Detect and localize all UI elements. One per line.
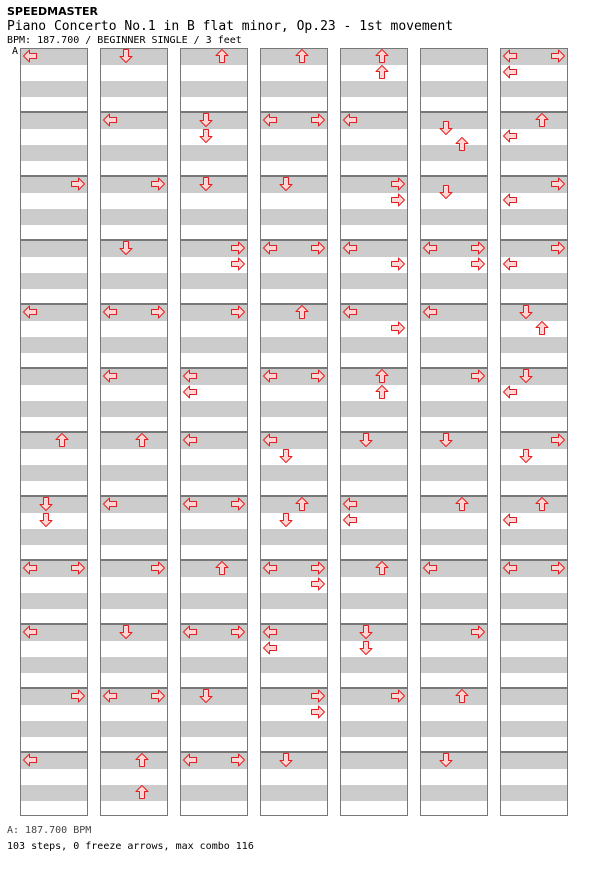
chart-column <box>100 48 168 816</box>
left-arrow-icon <box>502 512 518 528</box>
right-arrow-icon <box>470 256 486 272</box>
left-arrow-icon <box>102 368 118 384</box>
down-arrow-icon <box>438 432 454 448</box>
beat-stripe <box>421 113 487 129</box>
beat-stripe <box>261 401 327 417</box>
left-arrow-icon <box>422 304 438 320</box>
down-arrow-icon <box>278 176 294 192</box>
down-arrow-icon <box>38 496 54 512</box>
down-arrow-icon <box>278 752 294 768</box>
measure-block <box>420 176 488 240</box>
right-arrow-icon <box>150 688 166 704</box>
beat-stripe <box>21 369 87 385</box>
beat-stripe <box>341 625 407 641</box>
beat-stripe <box>21 593 87 609</box>
beat-stripe <box>341 529 407 545</box>
down-arrow-icon <box>118 48 134 64</box>
down-arrow-icon <box>438 120 454 136</box>
right-arrow-icon <box>550 176 566 192</box>
down-arrow-icon <box>278 448 294 464</box>
measure-block <box>180 688 248 752</box>
down-arrow-icon <box>38 512 54 528</box>
measure-block <box>500 624 568 688</box>
right-arrow-icon <box>390 176 406 192</box>
beat-stripe <box>181 81 247 97</box>
beat-stripe <box>501 401 567 417</box>
beat-stripe <box>21 209 87 225</box>
measure-block <box>500 304 568 368</box>
beat-stripe <box>501 625 567 641</box>
measure-block <box>500 368 568 432</box>
right-arrow-icon <box>470 368 486 384</box>
down-arrow-icon <box>518 368 534 384</box>
beat-stripe <box>501 369 567 385</box>
left-arrow-icon <box>262 640 278 656</box>
measure-block <box>340 624 408 688</box>
measure-block <box>500 688 568 752</box>
chart-stats: 103 steps, 0 freeze arrows, max combo 116 <box>7 841 254 852</box>
left-arrow-icon <box>262 112 278 128</box>
measure-block <box>500 752 568 816</box>
right-arrow-icon <box>550 560 566 576</box>
beat-stripe <box>101 209 167 225</box>
right-arrow-icon <box>310 240 326 256</box>
left-arrow-icon <box>22 752 38 768</box>
measure-block <box>20 496 88 560</box>
beat-stripe <box>101 241 167 257</box>
left-arrow-icon <box>422 560 438 576</box>
beat-stripe <box>421 593 487 609</box>
beat-stripe <box>341 209 407 225</box>
measure-block <box>340 432 408 496</box>
beat-stripe <box>261 177 327 193</box>
up-arrow-icon <box>374 368 390 384</box>
right-arrow-icon <box>310 576 326 592</box>
beat-stripe <box>501 465 567 481</box>
right-arrow-icon <box>230 240 246 256</box>
beat-stripe <box>21 657 87 673</box>
right-arrow-icon <box>390 192 406 208</box>
up-arrow-icon <box>534 112 550 128</box>
beat-stripe <box>21 337 87 353</box>
beat-stripe <box>421 273 487 289</box>
beat-stripe <box>181 337 247 353</box>
beat-stripe <box>101 49 167 65</box>
right-arrow-icon <box>230 752 246 768</box>
beat-stripe <box>21 785 87 801</box>
beat-stripe <box>341 81 407 97</box>
left-arrow-icon <box>262 240 278 256</box>
beat-stripe <box>501 593 567 609</box>
measure-block <box>420 432 488 496</box>
beat-stripe <box>421 81 487 97</box>
measure-block <box>420 752 488 816</box>
left-arrow-icon <box>262 624 278 640</box>
beat-stripe <box>261 337 327 353</box>
beat-stripe <box>101 401 167 417</box>
beat-stripe <box>261 81 327 97</box>
beat-stripe <box>501 305 567 321</box>
beat-stripe <box>341 593 407 609</box>
left-arrow-icon <box>342 512 358 528</box>
up-arrow-icon <box>454 496 470 512</box>
beat-stripe <box>181 145 247 161</box>
left-arrow-icon <box>422 240 438 256</box>
beat-stripe <box>101 625 167 641</box>
up-arrow-icon <box>294 304 310 320</box>
beat-stripe <box>341 785 407 801</box>
measure-block <box>180 112 248 176</box>
beat-stripe <box>181 465 247 481</box>
beat-stripe <box>341 145 407 161</box>
beat-stripe <box>421 177 487 193</box>
left-arrow-icon <box>342 112 358 128</box>
right-arrow-icon <box>70 176 86 192</box>
measure-block <box>100 48 168 112</box>
up-arrow-icon <box>134 752 150 768</box>
chart-column <box>500 48 568 816</box>
measure-block <box>20 368 88 432</box>
up-arrow-icon <box>374 48 390 64</box>
left-arrow-icon <box>102 304 118 320</box>
left-arrow-icon <box>502 256 518 272</box>
down-arrow-icon <box>198 112 214 128</box>
beat-stripe <box>501 785 567 801</box>
beat-stripe <box>181 177 247 193</box>
beat-stripe <box>341 273 407 289</box>
beat-stripe <box>501 753 567 769</box>
right-arrow-icon <box>230 496 246 512</box>
down-arrow-icon <box>438 752 454 768</box>
right-arrow-icon <box>310 560 326 576</box>
beat-stripe <box>341 753 407 769</box>
left-arrow-icon <box>182 368 198 384</box>
beat-stripe <box>261 145 327 161</box>
right-arrow-icon <box>550 432 566 448</box>
left-arrow-icon <box>342 304 358 320</box>
beat-stripe <box>181 785 247 801</box>
beat-stripe <box>421 209 487 225</box>
beat-stripe <box>421 529 487 545</box>
beat-stripe <box>421 465 487 481</box>
beat-stripe <box>261 209 327 225</box>
beat-stripe <box>181 401 247 417</box>
beat-stripe <box>101 81 167 97</box>
right-arrow-icon <box>70 688 86 704</box>
beat-stripe <box>501 529 567 545</box>
left-arrow-icon <box>182 432 198 448</box>
down-arrow-icon <box>198 128 214 144</box>
right-arrow-icon <box>390 256 406 272</box>
chart-column <box>260 48 328 816</box>
left-arrow-icon <box>22 304 38 320</box>
chart-info: BPM: 187.700 / BEGINNER SINGLE / 3 feet <box>7 35 242 46</box>
right-arrow-icon <box>230 624 246 640</box>
beat-stripe <box>421 657 487 673</box>
beat-stripe <box>421 753 487 769</box>
measure-block <box>340 752 408 816</box>
right-arrow-icon <box>470 624 486 640</box>
right-arrow-icon <box>390 688 406 704</box>
beat-stripe <box>341 433 407 449</box>
left-arrow-icon <box>22 624 38 640</box>
beat-stripe <box>501 721 567 737</box>
beat-stripe <box>261 721 327 737</box>
left-arrow-icon <box>22 560 38 576</box>
beat-stripe <box>101 657 167 673</box>
beat-stripe <box>501 689 567 705</box>
left-arrow-icon <box>182 752 198 768</box>
right-arrow-icon <box>230 256 246 272</box>
left-arrow-icon <box>502 64 518 80</box>
beat-stripe <box>261 273 327 289</box>
beat-stripe <box>501 337 567 353</box>
beat-stripe <box>101 145 167 161</box>
beat-stripe <box>341 657 407 673</box>
beat-stripe <box>181 593 247 609</box>
beat-stripe <box>181 113 247 129</box>
beat-stripe <box>501 273 567 289</box>
beat-stripe <box>341 401 407 417</box>
measure-block <box>260 176 328 240</box>
beat-stripe <box>21 241 87 257</box>
down-arrow-icon <box>518 304 534 320</box>
left-arrow-icon <box>342 496 358 512</box>
left-arrow-icon <box>102 496 118 512</box>
left-arrow-icon <box>182 384 198 400</box>
chart-column <box>420 48 488 816</box>
song-title: Piano Concerto No.1 in B flat minor, Op.23 - 1st movement <box>7 19 454 34</box>
left-arrow-icon <box>502 192 518 208</box>
down-arrow-icon <box>198 688 214 704</box>
bpm-marker-label: A <box>12 46 19 57</box>
beat-stripe <box>181 273 247 289</box>
beat-stripe <box>21 465 87 481</box>
chart-column <box>180 48 248 816</box>
beat-stripe <box>261 785 327 801</box>
up-arrow-icon <box>374 384 390 400</box>
beat-stripe <box>101 337 167 353</box>
beat-stripe <box>21 529 87 545</box>
right-arrow-icon <box>150 560 166 576</box>
right-arrow-icon <box>70 560 86 576</box>
measure-block <box>100 240 168 304</box>
right-arrow-icon <box>550 48 566 64</box>
brand-logo-text: SPEEDMASTER <box>7 5 99 18</box>
beat-stripe <box>101 721 167 737</box>
beat-stripe <box>421 401 487 417</box>
beat-stripe <box>21 145 87 161</box>
beat-stripe <box>421 337 487 353</box>
down-arrow-icon <box>118 624 134 640</box>
beat-stripe <box>261 657 327 673</box>
beat-stripe <box>501 145 567 161</box>
left-arrow-icon <box>102 112 118 128</box>
up-arrow-icon <box>134 784 150 800</box>
beat-stripe <box>341 465 407 481</box>
left-arrow-icon <box>182 624 198 640</box>
left-arrow-icon <box>262 432 278 448</box>
left-arrow-icon <box>262 368 278 384</box>
right-arrow-icon <box>470 240 486 256</box>
beat-stripe <box>421 49 487 65</box>
up-arrow-icon <box>374 560 390 576</box>
beat-stripe <box>261 465 327 481</box>
beat-stripe <box>181 721 247 737</box>
beat-stripe <box>101 273 167 289</box>
beat-stripe <box>421 785 487 801</box>
measure-block <box>100 624 168 688</box>
down-arrow-icon <box>358 624 374 640</box>
up-arrow-icon <box>134 432 150 448</box>
up-arrow-icon <box>374 64 390 80</box>
up-arrow-icon <box>214 48 230 64</box>
left-arrow-icon <box>102 688 118 704</box>
beat-stripe <box>501 209 567 225</box>
measure-block <box>20 112 88 176</box>
up-arrow-icon <box>294 48 310 64</box>
measure-block <box>20 240 88 304</box>
down-arrow-icon <box>358 432 374 448</box>
right-arrow-icon <box>230 304 246 320</box>
right-arrow-icon <box>310 688 326 704</box>
beat-stripe <box>181 689 247 705</box>
left-arrow-icon <box>502 48 518 64</box>
left-arrow-icon <box>502 128 518 144</box>
beat-stripe <box>101 593 167 609</box>
beat-stripe <box>21 113 87 129</box>
up-arrow-icon <box>54 432 70 448</box>
beat-stripe <box>341 721 407 737</box>
up-arrow-icon <box>454 136 470 152</box>
beat-stripe <box>181 209 247 225</box>
measure-block <box>420 48 488 112</box>
beat-stripe <box>341 337 407 353</box>
down-arrow-icon <box>278 512 294 528</box>
beat-stripe <box>181 657 247 673</box>
beat-stripe <box>181 529 247 545</box>
left-arrow-icon <box>262 560 278 576</box>
right-arrow-icon <box>310 368 326 384</box>
beat-stripe <box>261 753 327 769</box>
left-arrow-icon <box>182 496 198 512</box>
bpm-legend: A: 187.700 BPM <box>7 825 92 836</box>
down-arrow-icon <box>198 176 214 192</box>
chart-column <box>340 48 408 816</box>
right-arrow-icon <box>390 320 406 336</box>
beat-stripe <box>101 529 167 545</box>
beat-stripe <box>261 593 327 609</box>
up-arrow-icon <box>534 496 550 512</box>
beat-stripe <box>21 401 87 417</box>
down-arrow-icon <box>438 184 454 200</box>
left-arrow-icon <box>502 560 518 576</box>
left-arrow-icon <box>342 240 358 256</box>
measure-block <box>260 752 328 816</box>
left-arrow-icon <box>502 384 518 400</box>
down-arrow-icon <box>358 640 374 656</box>
beat-stripe <box>261 529 327 545</box>
beat-stripe <box>21 497 87 513</box>
up-arrow-icon <box>294 496 310 512</box>
beat-stripe <box>501 657 567 673</box>
up-arrow-icon <box>214 560 230 576</box>
beat-stripe <box>101 465 167 481</box>
left-arrow-icon <box>22 48 38 64</box>
beat-stripe <box>501 81 567 97</box>
right-arrow-icon <box>310 704 326 720</box>
up-arrow-icon <box>534 320 550 336</box>
up-arrow-icon <box>454 688 470 704</box>
beat-stripe <box>21 721 87 737</box>
beat-stripe <box>21 273 87 289</box>
measure-block <box>180 176 248 240</box>
chart-column <box>20 48 88 816</box>
right-arrow-icon <box>150 176 166 192</box>
beat-stripe <box>421 433 487 449</box>
down-arrow-icon <box>518 448 534 464</box>
beat-stripe <box>421 721 487 737</box>
beat-stripe <box>21 81 87 97</box>
right-arrow-icon <box>150 304 166 320</box>
down-arrow-icon <box>118 240 134 256</box>
right-arrow-icon <box>550 240 566 256</box>
right-arrow-icon <box>310 112 326 128</box>
